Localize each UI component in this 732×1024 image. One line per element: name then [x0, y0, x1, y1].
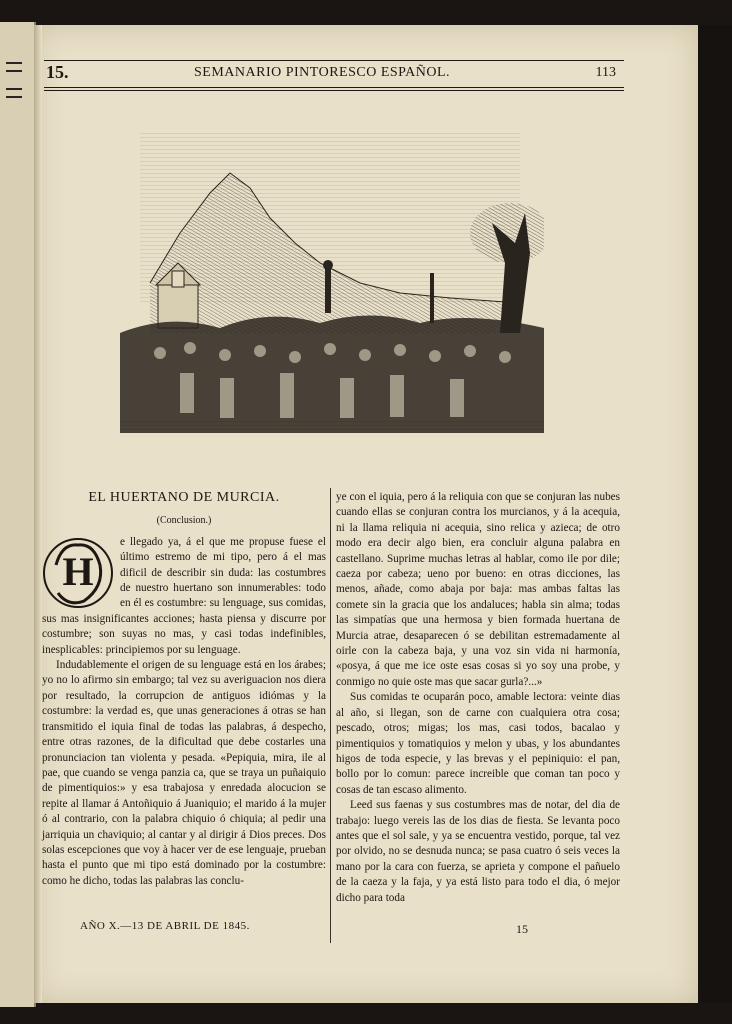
page-spine-shadow [34, 25, 42, 1003]
page-background-edge [698, 25, 732, 1003]
margin-mark [6, 96, 22, 98]
header-bottom-rule-2 [44, 90, 624, 91]
header-top-rule [44, 60, 624, 61]
margin-mark [6, 62, 22, 64]
margin-mark [6, 70, 22, 72]
page-number: 113 [595, 65, 616, 80]
newspaper-page [34, 25, 698, 1003]
header-bottom-rule [44, 87, 624, 88]
article-column-right [336, 490, 620, 906]
paragraph: Sus comidas te ocuparán poco, amable lectora: veinte dias al año, si llegan, son de carne con cualquiera otra cosa; pescado, otros; migas; los mas, casi todos, bacalao y pimentiquios y tomatiquios y melon y ubas, y los abundantes higos de toda especie, y las brevas y el pepiniquio: el pan, bollo por lo comun: parece increible que coman tan poco y cosas de tan escaso alimento. [336, 691, 620, 796]
page-header [44, 62, 624, 88]
publication-title: SEMANARIO PINTORESCO ESPAÑOL. [194, 65, 451, 80]
signature-mark: 15 [516, 922, 528, 936]
column-divider [330, 488, 331, 943]
article-title: EL HUERTANO DE MURCIA. [88, 490, 280, 505]
issue-number: 15. [46, 62, 69, 82]
article-subtitle: (Conclusion.) [156, 515, 212, 527]
paragraph: e llegado ya, á el que me propuse fuese el último estremo de mi tipo, pero á el mas dificil de describir sin duda: las costumbres de nuestro huertano son innumerables: todo en él es costumbre: su lenguage, sus comidas, sus mas insignificantes acciones; hasta piensa y discurre por costumbre; son suyas no mas, y casi todas indefinibles, inesplicables: principiemos por su lenguage. [42, 535, 326, 656]
paragraph: Leed sus faenas y sus costumbres mas de notar, del dia de trabajo: luego vereis las de los dias de fiesta. Se levanta poco antes que el sol sale, y ya se encuentra vestido, porque, tal vez por olvido, no se desnuda nunca; se pasa cuatro ó seis veces la mano por la cara con fuerza, se aprieta y compone el pañuelo de la caeza y la faja, y ya está listo para todo el dia, ó mejor dicho para toda [336, 799, 620, 904]
engraving-crowd-procession-icon [120, 133, 544, 433]
ornamental-dropcap-icon [42, 535, 114, 611]
margin-mark [6, 88, 22, 90]
article-column-left [42, 490, 326, 889]
paragraph: ye con el iquia, pero á la reliquia con que se conjuran las nubes cuando ellas se conjuran contra los murcianos, y á la acequia, ni la llama reliquia ni acequia, sino relica y azieca; de otro modo era decir algo bien, era concluir alguna palabra en castellano. Suprime muchas letras al hablar, como ile por dile; caeza por cabeza; ueno por bueno: en otras dicciones, las menos, añade, como abaja por baja: mas ambas faltas las comete sin la gracia que los andaluces; habla sin alma; todas las simpatías que una hermosa y bien formada huertana de Murcia atrae, desaparecen ó se debilitan estremadamente al oirle con la cabeza baja, y una voz sin vida ni harmonía, «posya, á que me ice oste esas cosas si yo soy una probe, y conmigo no quie oste mas que sacar gurla?...» [336, 491, 620, 688]
paragraph: Indudablemente el origen de su lenguage está en los árabes; yo no lo afirmo sin embargo; tal vez su averiguacion nos diera por resultado, la corrupcion de antiguos idiómas y la costumbre: la verdad es, que unas generaciones á otras se han transmitido el iquia final de todas las palabras, á despecho, entre otras razones, de la dificultad que debe costarles una pronunciacion tan violenta y pesada. «Pepiquia, mira, ile al pae, que cuando se venga panzia ca, que se traya un puñaiquio de pimentiquios:» y esa trabajosa y enredada alocucion se repite al llamar á Antoñiquio á Juaniquio; el marido á la mujer ó al contrario, con la palabra chiquio ó chiquia; al pedir una jarriquia un chaviquio; al cantar y al dirigir á Dios preces. Dos solas escepciones que voy à hacer ver de ese lenguaje, prueban hasta el punto que mi tipo está dominado por la costumbre: como he dicho, todas las palabras las conclu- [42, 659, 326, 887]
previous-page-edge [0, 22, 36, 1007]
dropcap-letter: H [62, 548, 94, 594]
date-line: AÑO X.—13 DE ABRIL DE 1845. [80, 920, 250, 932]
